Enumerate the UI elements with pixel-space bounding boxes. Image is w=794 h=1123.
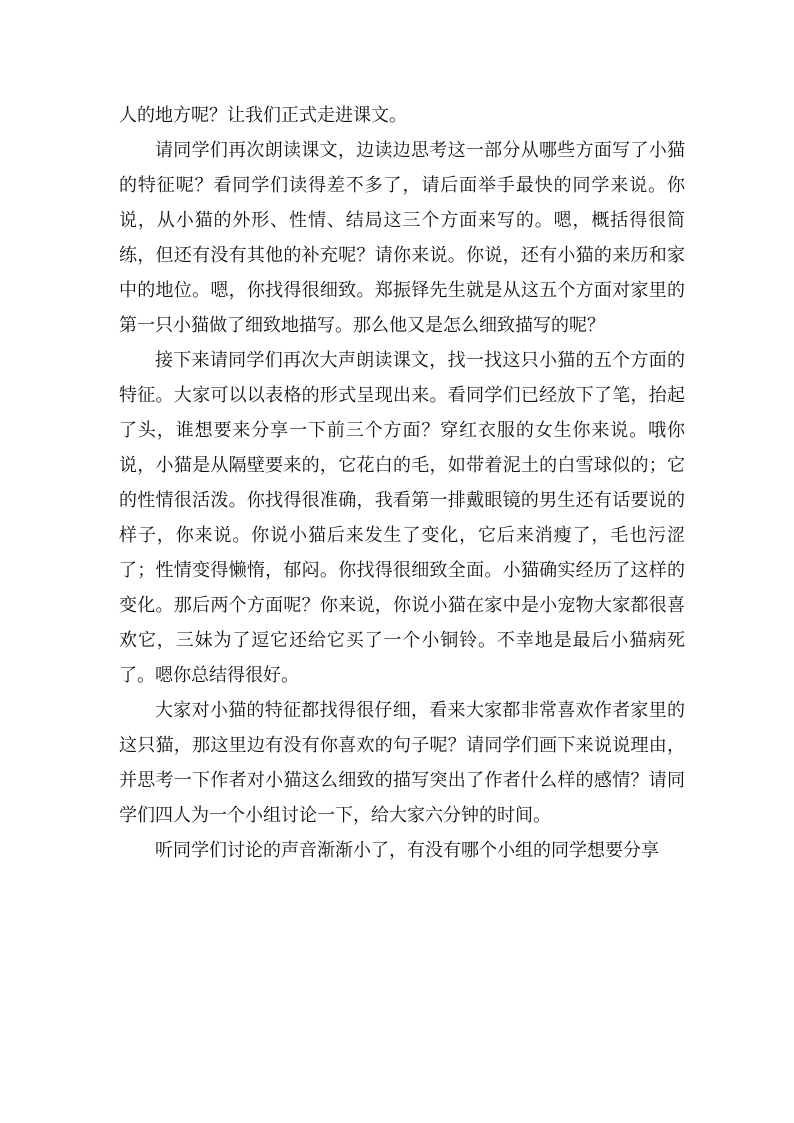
- paragraph-4: 大家对小猫的特征都找得很仔细，看来大家都非常喜欢作者家里的这只猫，那这里边有没有你喜欢的句子呢？请同学们画下来说说理由，并思考一下作者对小猫这么细致的描写突出了作者什么样的感情？请同学们四人为一个小组讨论一下，给大家六分钟的时间。: [119, 700, 685, 826]
- document-body: [119, 98, 685, 868]
- paragraph-3: 接下来请同学们再次大声朗读课文，找一找这只小猫的五个方面的特征。大家可以以表格的形式呈现出来。看同学们已经放下了笔，抬起了头，谁想要来分享一下前三个方面？穿红衣服的女生你来说。哦你说，小猫是从隔壁要来的，它花白的毛，如带着泥土的白雪球似的；它的性情很活泼。你找得很准确，我看第一排戴眼镜的男生还有话要说的样子，你来说。你说小猫后来发生了变化，它后来消瘦了，毛也污涩了；性情变得懒惰，郁闷。你找得很细致全面。小猫确实经历了这样的变化。那后两个方面呢？你来说，你说小猫在家中是小宠物大家都很喜欢它，三妹为了逗它还给它买了一个小铜铃。不幸地是最后小猫病死了。嗯你总结得很好。: [119, 350, 685, 686]
- paragraph-5: 听同学们讨论的声音渐渐小了，有没有哪个小组的同学想要分享: [155, 840, 659, 861]
- paragraph-1: 人的地方呢？让我们正式走进课文。: [119, 105, 407, 126]
- paragraph-2: 请同学们再次朗读课文，边读边思考这一部分从哪些方面写了小猫的特征呢？看同学们读得差不多了，请后面举手最快的同学来说。你说，从小猫的外形、性情、结局这三个方面来写的。嗯，概括得很简练，但还有没有其他的补充呢？请你来说。你说，还有小猫的来历和家中的地位。嗯，你找得很细致。郑振铎先生就是从这五个方面对家里的第一只小猫做了细致地描写。那么他又是怎么细致描写的呢？: [119, 140, 685, 336]
